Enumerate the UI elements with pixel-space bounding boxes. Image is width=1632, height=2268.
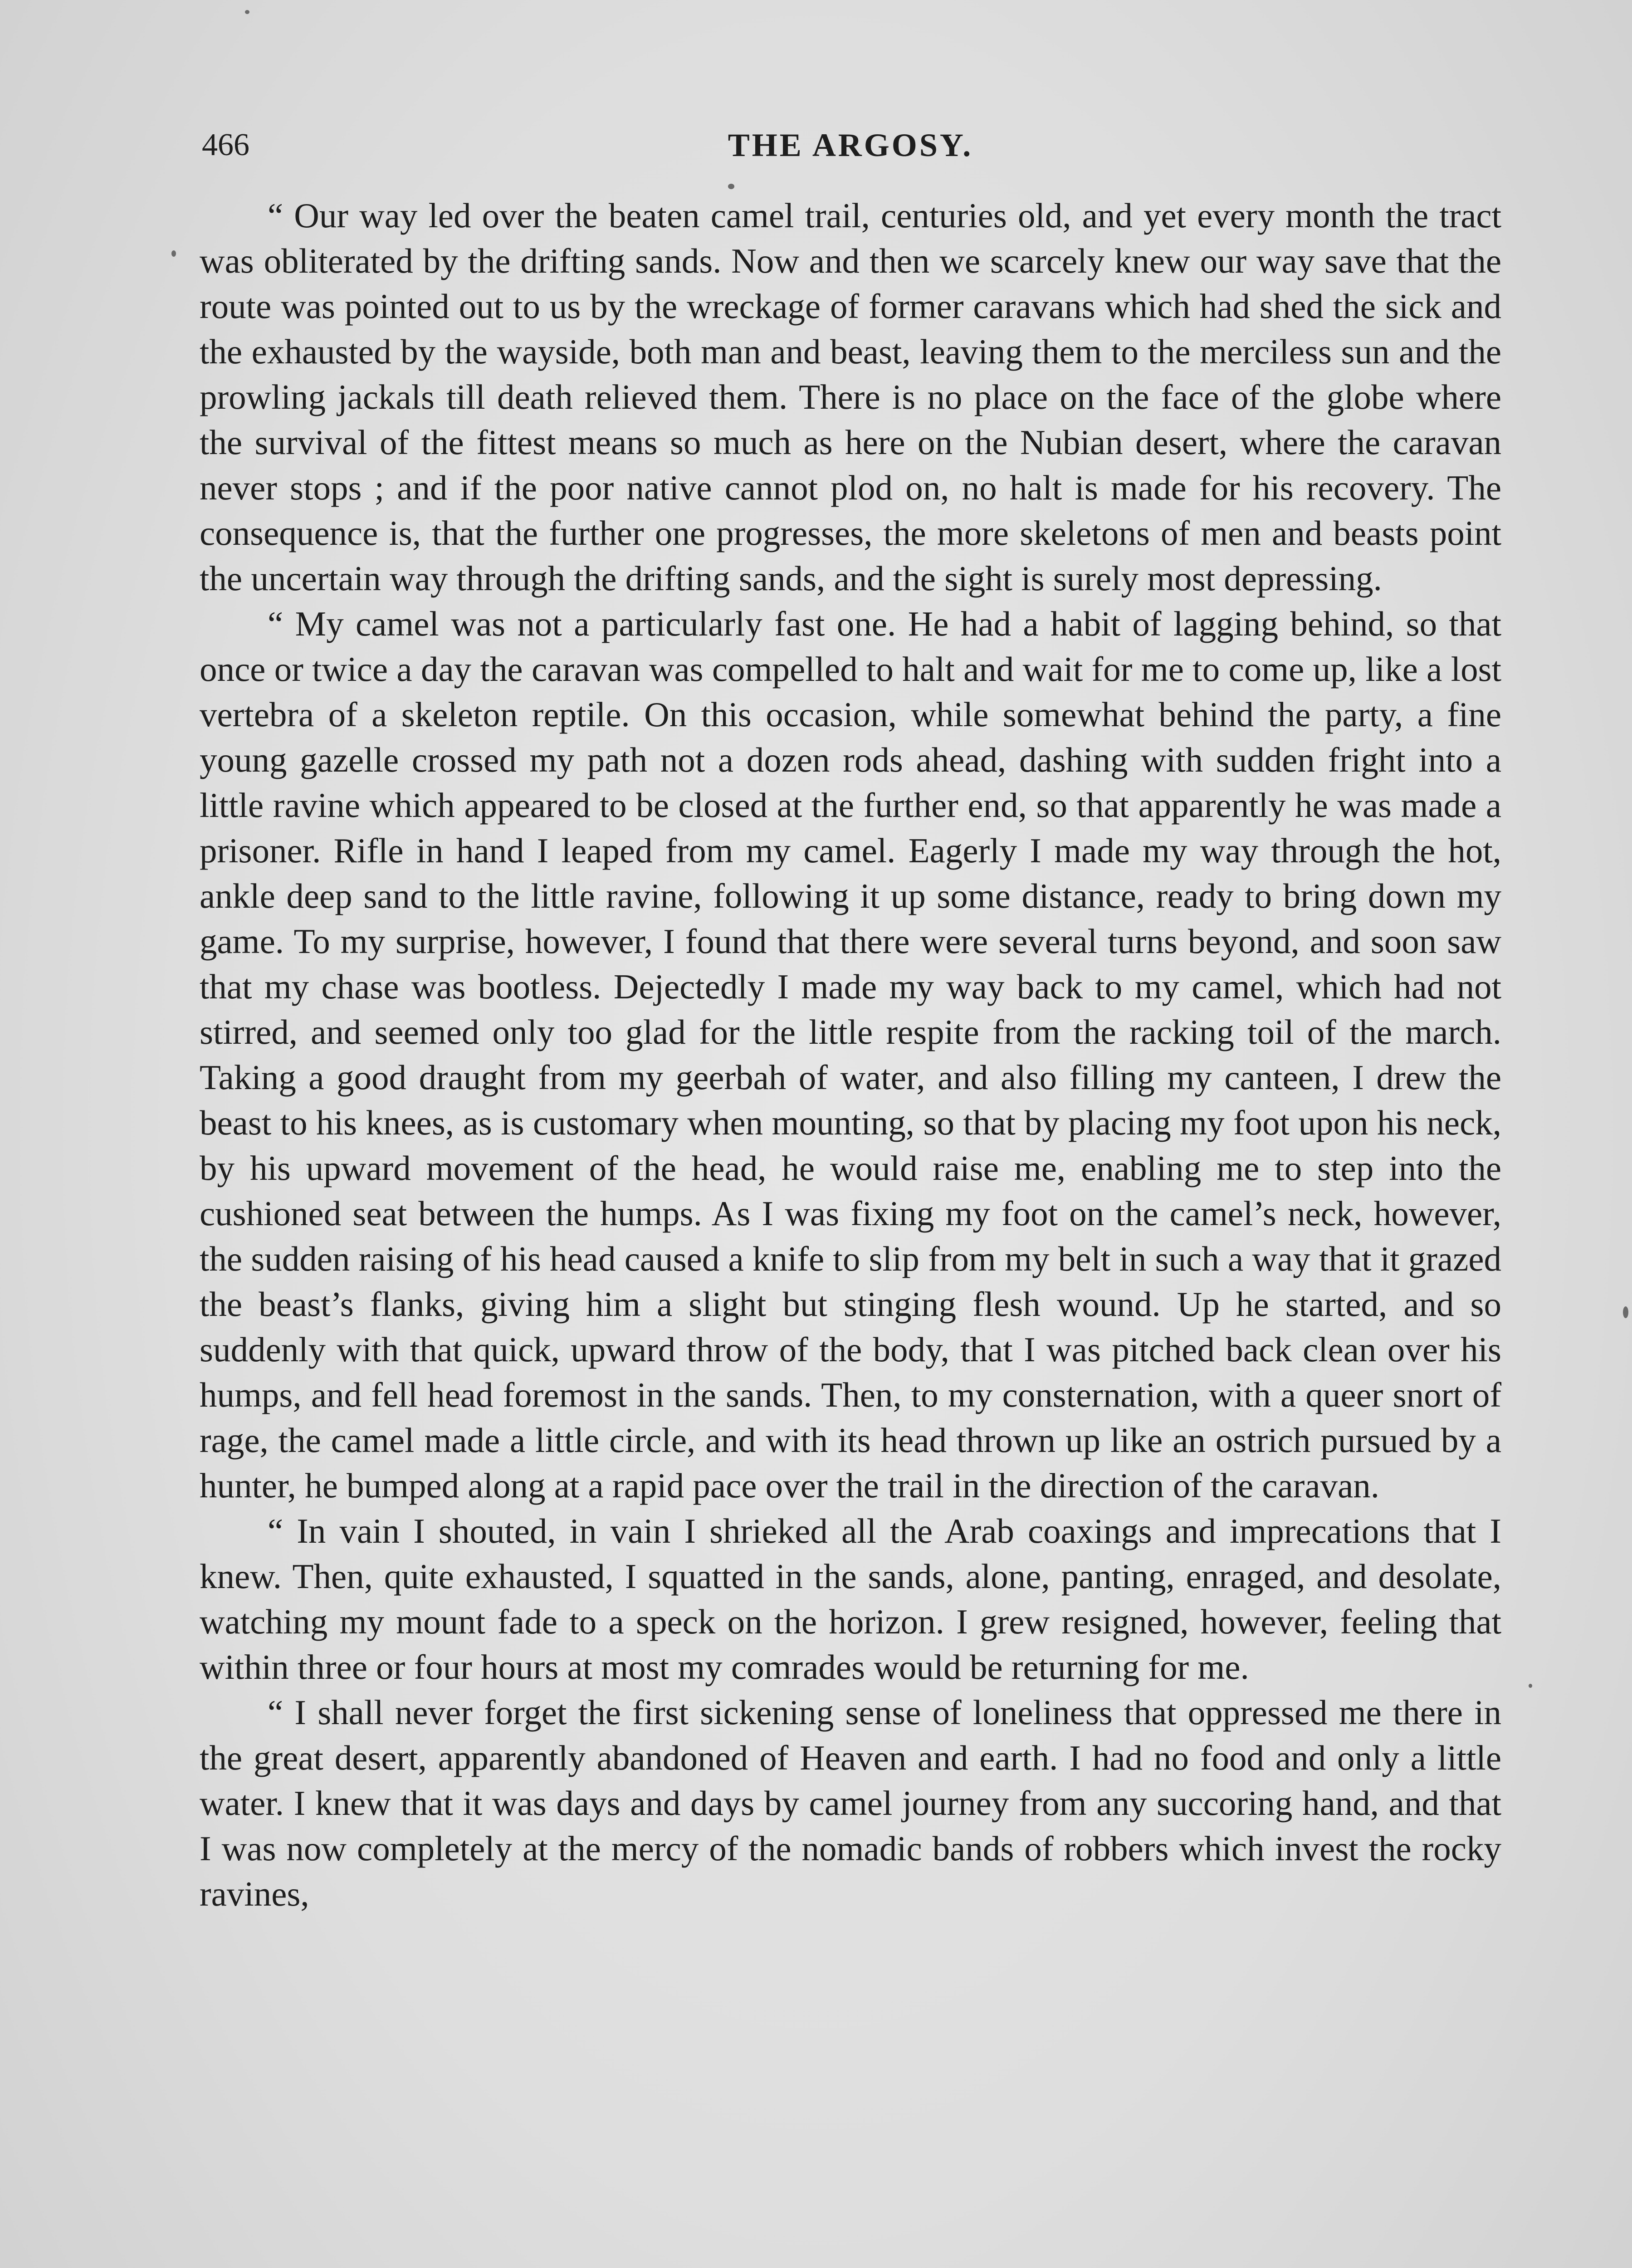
page-number: 466 — [202, 127, 249, 162]
paragraph-2: “ My camel was not a particularly fast one. He had a habit of lagging behind, so that once or twice a day the caravan was compelled to halt and wait for me to come up, like a lost vertebra of a skeleton reptile. On this occasion, while somewhat behind the party, a fine young gazelle crossed my path not a dozen rods ahead, dashing with sudden fright into a little ravine which appeared to be closed at the further end, so that apparently he was made a prisoner. Rifle in hand I leaped from my camel. Eagerly I made my way through the hot, ankle deep sand to the little ravine, following it up some distance, ready to bring down my game. To my surprise, however, I found that there were several turns beyond, and soon saw that my chase was bootless. Dejectedly I made my way back to my camel, which had not stirred, and seemed only too glad for the little respite from the racking toil of the march. Taking a good draught from my geerbah of water, and also filling my canteen, I drew the beast to his knees, as is customary when mounting, so that by placing my foot upon his neck, by his upward movement of the head, he would raise me, enabling me to step into the cushioned seat between the humps. As I was fixing my foot on the camel’s neck, however, the sudden raising of his head caused a knife to slip from my belt in such a way that it grazed the beast’s flanks, giving him a slight but stinging flesh wound. Up he started, and so suddenly with that quick, upward throw of the body, that I was pitched back clean over his humps, and fell head foremost in the sands. Then, to my consternation, with a queer snort of rage, the camel made a little circle, and with its head thrown up like an ostrich pursued by a hunter, he bumped along at a rapid pace over the trail in the direction of the caravan. — [200, 604, 1501, 1505]
paragraph-4: “ I shall never forget the first sickening sense of loneliness that oppressed me there in the great desert, apparently abandoned of Heaven and earth. I had no food and only a little water. I knew that it was days and days by camel journey from any succoring hand, and that I was now completely at the mercy of the nomadic bands of robbers which invest the rocky ravines, — [200, 1693, 1501, 1913]
scan-speck — [1529, 1684, 1532, 1688]
page-header — [202, 122, 1499, 172]
scan-speck — [171, 250, 176, 257]
running-title: THE ARGOSY. — [728, 127, 973, 163]
scan-speck — [1623, 1306, 1628, 1318]
scan-speck — [728, 184, 734, 189]
scan-speck — [245, 10, 249, 14]
article-body — [200, 193, 1501, 1916]
paragraph-1: “ Our way led over the beaten camel trail, centuries old, and yet every month the tract was obliterated by the drifting sands. Now and then we scarcely knew our way save that the route was pointed out to us by the wreckage of former caravans which had shed the sick and the exhausted by the wayside, both man and beast, leaving them to the merciless sun and the prowling jackals till death relieved them. There is no place on the face of the globe where the survival of the fittest means so much as here on the Nubian desert, where the caravan never stops ; and if the poor native cannot plod on, no halt is made for his recovery. The consequence is, that the further one progresses, the more skeletons of men and beasts point the uncertain way through the drifting sands, and the sight is surely most depressing. — [200, 196, 1501, 598]
paragraph-3: “ In vain I shouted, in vain I shrieked all the Arab coaxings and imprecations that I knew. Then, quite exhausted, I squatted in the sands, alone, panting, enraged, and desolate, watching my mount fade to a speck on the horizon. I grew resigned, however, feeling that within three or four hours at most my comrades would be returning for me. — [200, 1511, 1501, 1686]
